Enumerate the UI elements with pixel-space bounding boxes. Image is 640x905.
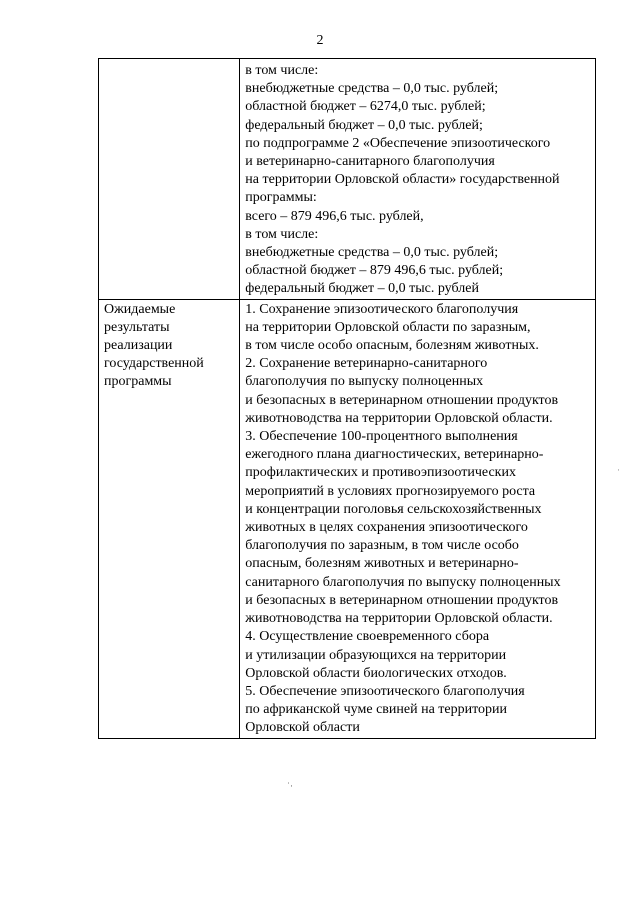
cell-text-line: и безопасных в ветеринарном отношении продуктов (245, 592, 559, 608)
cell-text-line: Ожидаемые (104, 301, 176, 317)
cell-text-line: и безопасных в ветеринарном отношении продуктов (245, 392, 559, 408)
cell-text-line: государственной (104, 356, 204, 372)
cell-text-line: областной бюджет – 6274,0 тыс. рублей; (245, 99, 486, 115)
cell-text-line: благополучия по выпуску полноценных (245, 374, 484, 390)
cell-text-line: 4. Осуществление своевременного сбора (245, 629, 490, 645)
cell-text-line: на территории Орловской области» государственной (245, 172, 560, 188)
cell-text-line: животноводства на территории Орловской области. (245, 611, 553, 627)
cell-text-line: Орловской области биологических отходов. (245, 665, 507, 681)
cell-text-line: ежегодного плана диагностических, ветеринарно- (245, 447, 544, 463)
expected-results-label-cell (99, 299, 240, 738)
cell-text-line: областной бюджет – 879 496,6 тыс. рублей; (245, 263, 504, 279)
cell-text-line: санитарного благополучия по выпуску полноценных (245, 574, 561, 590)
cell-text-line: программы (104, 374, 172, 390)
cell-text-line: опасным, болезням животных и ветеринарно- (245, 556, 519, 572)
cell-text-line: благополучия по заразным, в том числе особо (245, 538, 519, 554)
cell-text-line: федеральный бюджет – 0,0 тыс. рублей (245, 281, 479, 297)
cell-text-line: мероприятий в условиях прогнозируемого роста (245, 483, 536, 499)
cell-text-line: 1. Сохранение эпизоотического благополучия (245, 301, 519, 317)
cell-text-line: внебюджетные средства – 0,0 тыс. рублей; (245, 245, 499, 261)
cell-text-line: 5. Обеспечение эпизоотического благополучия (245, 683, 525, 699)
table-row-funding (99, 59, 596, 300)
cell-text-line: в том числе: (245, 63, 319, 78)
cell-text-line: всего – 879 496,6 тыс. рублей, (245, 208, 424, 224)
cell-text-line: и концентрации поголовья сельскохозяйственных (245, 501, 542, 517)
cell-text-line: в том числе особо опасным, болезням животных. (245, 338, 539, 354)
cell-text-line: реализации (104, 338, 173, 354)
scan-artifact-mark: ˙· (287, 781, 293, 791)
cell-text-line: 2. Сохранение ветеринарно-санитарного (245, 356, 488, 372)
cell-text-line: животных в целях сохранения эпизоотического (245, 520, 528, 536)
page-number: 2 (316, 33, 324, 48)
cell-text-line: федеральный бюджет – 0,0 тыс. рублей; (245, 117, 483, 133)
cell-text-line: 3. Обеспечение 100-процентного выполнения (245, 429, 518, 445)
cell-text-line: профилактических и противоэпизоотических (245, 465, 516, 481)
cell-text-line: на территории Орловской области по заразным, (245, 319, 531, 335)
table-row-expected-results (99, 299, 596, 738)
cell-text-line: в том числе: (245, 226, 319, 242)
expected-results-value-cell (240, 299, 596, 738)
cell-text-line: внебюджетные средства – 0,0 тыс. рублей; (245, 81, 499, 97)
cell-text-line: программы: (245, 190, 317, 206)
cell-text-line: результаты (104, 319, 170, 335)
program-passport-table (98, 58, 596, 739)
cell-text-line: животноводства на территории Орловской области. (245, 410, 553, 426)
cell-text-line: по африканской чуме свиней на территории (245, 702, 508, 718)
cell-text-line: и ветеринарно-санитарного благополучия (245, 154, 495, 170)
margin-artifact-mark: · (617, 465, 620, 475)
funding-label-cell (99, 59, 240, 300)
cell-text-line: Орловской области (245, 720, 360, 736)
cell-text-line: по подпрограмме 2 «Обеспечение эпизоотического (245, 135, 551, 151)
cell-text-line: и утилизации образующихся на территории (245, 647, 507, 663)
funding-value-cell (240, 59, 596, 300)
